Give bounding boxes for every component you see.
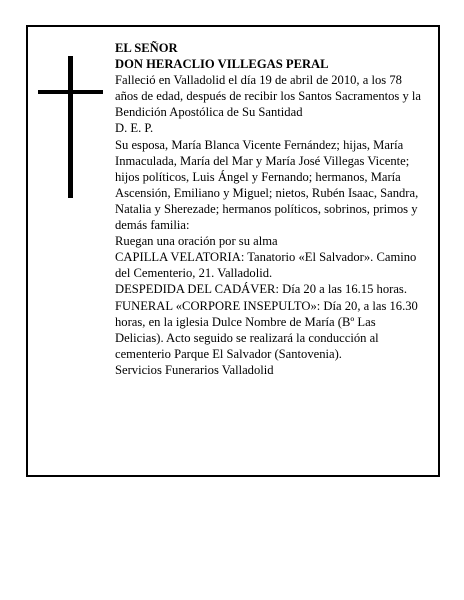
family-list: Su esposa, María Blanca Vicente Fernández; hijas, María Inmaculada, María del Mar y María José Villegas Vicente; hijos políticos, Luis Ángel y Fernando; hermanos, María Ascensión, Emiliano y Miguel; nietos, Rubén Isaac, Sandra, Natalia y Sherezade; hermanos políticos, sobrinos, primos y demás familia: xyxy=(115,137,419,233)
prayer-request: Ruegan una oración por su alma xyxy=(115,234,278,249)
obituary-notice xyxy=(26,25,440,477)
funeral-info: FUNERAL «CORPORE INSEPULTO»: Día 20, a las 16.30 horas, en la iglesia Dulce Nombre de María (Bº Las Delicias). Acto seguido se realizará la conducción al cementerio Parque El Salvador (Santovenia). xyxy=(115,298,418,361)
cross-horizontal-bar xyxy=(38,90,103,94)
cross-vertical-bar xyxy=(68,56,73,198)
deceased-title: EL SEÑOR xyxy=(115,41,178,55)
deceased-name: DON HERACLIO VILLEGAS PERAL xyxy=(115,57,329,72)
funeral-services: Servicios Funerarios Valladolid xyxy=(115,362,274,377)
notice-text xyxy=(115,40,427,378)
chapel-info: CAPILLA VELATORIA: Tanatorio «El Salvador». Camino del Cementerio, 21. Valladolid. xyxy=(115,250,417,281)
rest-in-peace: D. E. P. xyxy=(115,121,154,136)
death-announcement: Falleció en Valladolid el día 19 de abril de 2010, a los 78 años de edad, después de recibir los Santos Sacramentos y la Bendición Apostólica de Su Santidad xyxy=(115,73,422,120)
farewell-info: DESPEDIDA DEL CADÁVER: Día 20 a las 16.15 horas. xyxy=(115,282,407,297)
